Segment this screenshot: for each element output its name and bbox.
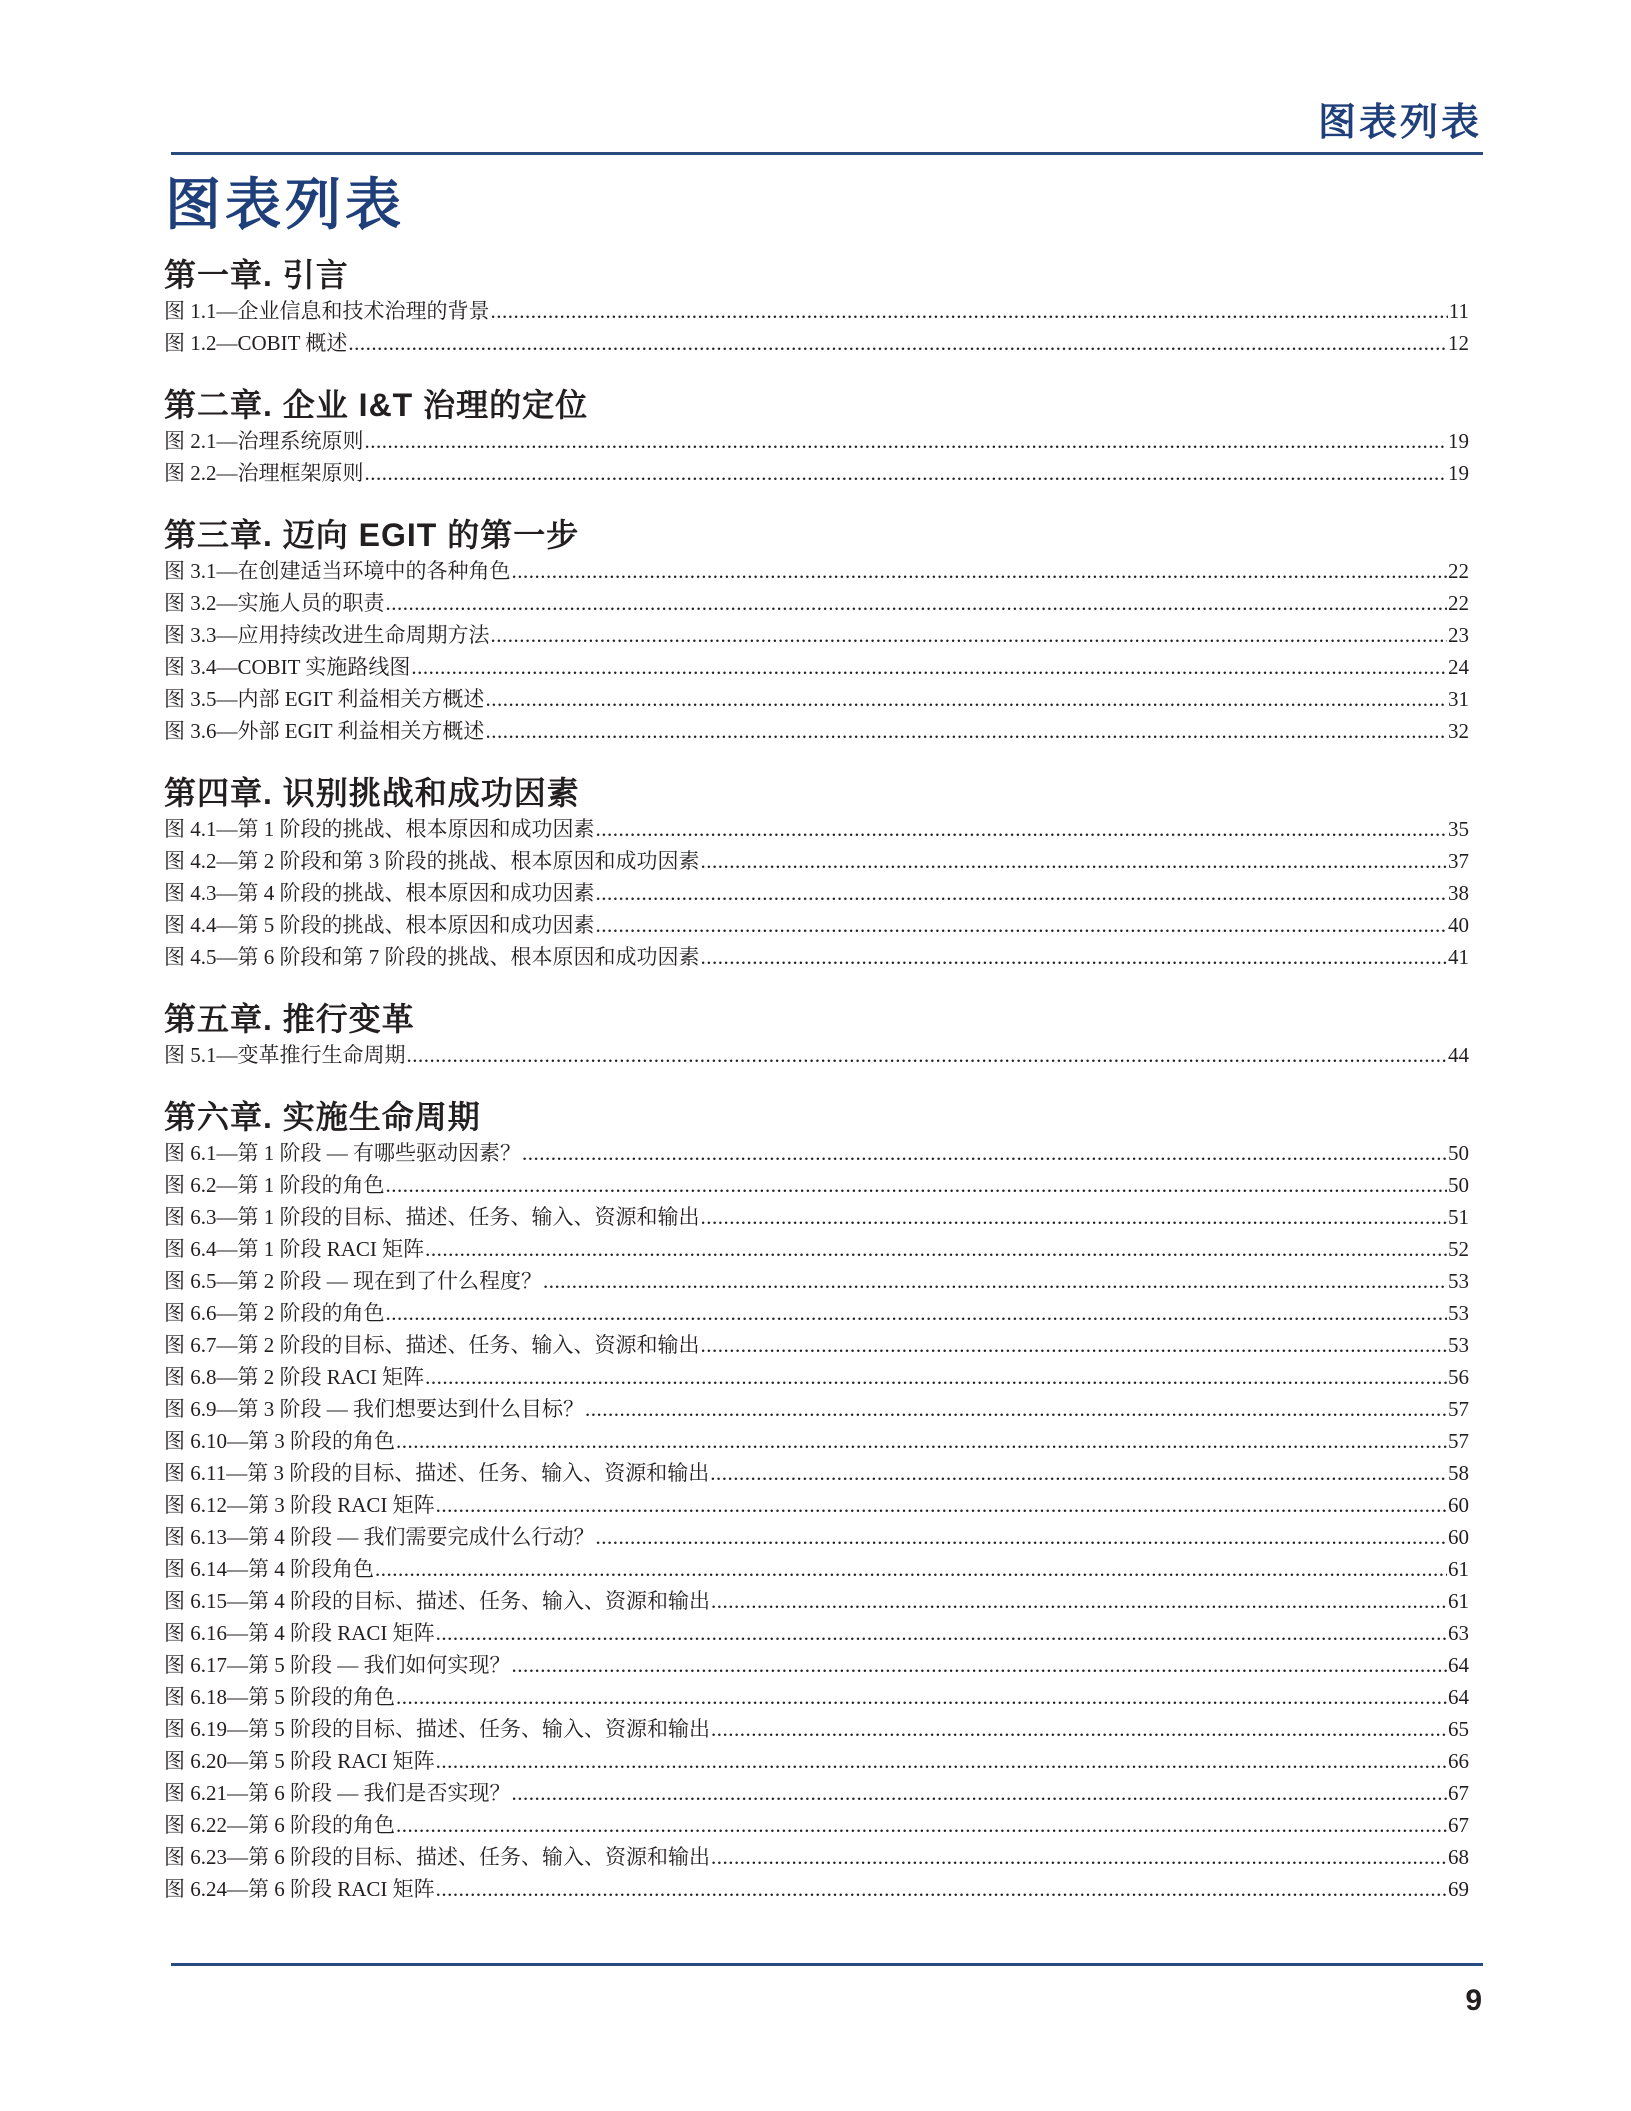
figure-title: 图 4.2—第 2 阶段和第 3 阶段的挑战、根本原因和成功因素	[164, 849, 700, 873]
figure-title: 图 6.22—第 6 阶段的角色	[164, 1813, 395, 1837]
footer-divider	[171, 1963, 1483, 1966]
dot-leader	[596, 813, 1448, 845]
toc-entry[interactable]	[164, 1201, 1469, 1233]
figure-page-number: 57	[1448, 1397, 1469, 1421]
dot-leader	[436, 1617, 1447, 1649]
toc-entry[interactable]	[164, 909, 1469, 941]
chapter-heading: 第四章. 识别挑战和成功因素	[164, 775, 580, 811]
figure-page-number: 53	[1448, 1269, 1469, 1293]
toc-entry[interactable]	[164, 813, 1469, 845]
figure-page-number: 11	[1448, 299, 1469, 323]
figure-page-number: 41	[1448, 945, 1469, 969]
figure-title: 图 6.9—第 3 阶段 — 我们想要达到什么目标？	[164, 1397, 584, 1421]
figure-title: 图 5.1—变革推行生命周期	[164, 1043, 406, 1067]
toc-entry[interactable]	[164, 941, 1469, 973]
dot-leader	[596, 1521, 1448, 1553]
toc-entry[interactable]	[164, 1265, 1469, 1297]
figure-page-number: 63	[1448, 1621, 1469, 1645]
figure-page-number: 58	[1448, 1461, 1469, 1485]
chapter-section	[164, 255, 1469, 359]
dot-leader	[512, 555, 1448, 587]
dot-leader	[386, 1169, 1448, 1201]
toc-entry[interactable]	[164, 619, 1469, 651]
toc-entry[interactable]	[164, 425, 1469, 457]
figure-title: 图 6.15—第 4 阶段的目标、描述、任务、输入、资源和输出	[164, 1589, 710, 1613]
dot-leader	[485, 715, 1447, 747]
toc-entry[interactable]	[164, 1553, 1469, 1585]
chapter-spacer	[164, 359, 1469, 385]
chapter-section	[164, 1097, 1469, 1905]
toc-entry[interactable]	[164, 1713, 1469, 1745]
figure-page-number: 44	[1448, 1043, 1469, 1067]
dot-leader	[407, 1039, 1448, 1071]
chapter-heading: 第三章. 迈向 EGIT 的第一步	[164, 517, 580, 553]
figure-title: 图 6.8—第 2 阶段 RACI 矩阵	[164, 1365, 425, 1389]
figure-page-number: 67	[1448, 1813, 1469, 1837]
dot-leader	[711, 1713, 1447, 1745]
toc-entry[interactable]	[164, 1777, 1469, 1809]
figure-title: 图 3.4—COBIT 实施路线图	[164, 655, 411, 679]
toc-entry[interactable]	[164, 1039, 1469, 1071]
chapter-spacer	[164, 1071, 1469, 1097]
toc-entry[interactable]	[164, 1361, 1469, 1393]
figure-title: 图 4.1—第 1 阶段的挑战、根本原因和成功因素	[164, 817, 595, 841]
figure-title: 图 3.5—内部 EGIT 利益相关方概述	[164, 687, 485, 711]
figure-title: 图 6.3—第 1 阶段的目标、描述、任务、输入、资源和输出	[164, 1205, 700, 1229]
chapter-heading: 第五章. 推行变革	[164, 1001, 415, 1037]
dot-leader	[386, 1297, 1448, 1329]
figure-title: 图 4.5—第 6 阶段和第 7 阶段的挑战、根本原因和成功因素	[164, 945, 700, 969]
figure-title: 图 6.6—第 2 阶段的角色	[164, 1301, 385, 1325]
toc-entry[interactable]	[164, 1137, 1469, 1169]
dot-leader	[365, 425, 1448, 457]
figure-title: 图 6.1—第 1 阶段 — 有哪些驱动因素？	[164, 1141, 521, 1165]
figure-title: 图 6.5—第 2 阶段 — 现在到了什么程度？	[164, 1269, 542, 1293]
dot-leader	[396, 1681, 1447, 1713]
toc-entry[interactable]	[164, 651, 1469, 683]
dot-leader	[701, 1201, 1448, 1233]
dot-leader	[711, 1841, 1447, 1873]
dot-leader	[485, 683, 1447, 715]
figure-page-number: 38	[1448, 881, 1469, 905]
dot-leader	[365, 457, 1448, 489]
figure-page-number: 19	[1448, 429, 1469, 453]
toc-entry[interactable]	[164, 1649, 1469, 1681]
dot-leader	[701, 845, 1448, 877]
dot-leader	[543, 1265, 1447, 1297]
figure-page-number: 67	[1448, 1781, 1469, 1805]
toc-entry[interactable]	[164, 1745, 1469, 1777]
dot-leader	[701, 1329, 1448, 1361]
dot-leader	[596, 909, 1448, 941]
page-title: 图表列表	[165, 173, 405, 236]
figure-title: 图 6.4—第 1 阶段 RACI 矩阵	[164, 1237, 425, 1261]
chapter-section	[164, 773, 1469, 973]
toc-entry[interactable]	[164, 715, 1469, 747]
toc-entry[interactable]	[164, 1809, 1469, 1841]
figure-title: 图 6.18—第 5 阶段的角色	[164, 1685, 395, 1709]
dot-leader	[436, 1873, 1447, 1905]
figure-page-number: 23	[1448, 623, 1469, 647]
page-number: 9	[1465, 1984, 1482, 2017]
figure-title: 图 3.3—应用持续改进生命周期方法	[164, 623, 490, 647]
toc-entry[interactable]	[164, 1425, 1469, 1457]
figure-title: 图 6.16—第 4 阶段 RACI 矩阵	[164, 1621, 435, 1645]
figure-page-number: 32	[1448, 719, 1469, 743]
dot-leader	[596, 877, 1448, 909]
figure-page-number: 51	[1448, 1205, 1469, 1229]
chapter-spacer	[164, 747, 1469, 773]
chapter-heading: 第六章. 实施生命周期	[164, 1099, 481, 1135]
figure-page-number: 37	[1448, 849, 1469, 873]
dot-leader	[512, 1777, 1448, 1809]
chapter-section	[164, 999, 1469, 1071]
toc-entry[interactable]	[164, 1521, 1469, 1553]
toc-entry[interactable]	[164, 1297, 1469, 1329]
toc-entry[interactable]	[164, 1841, 1469, 1873]
dot-leader	[491, 295, 1448, 327]
toc-entry[interactable]	[164, 1169, 1469, 1201]
dot-leader	[396, 1809, 1447, 1841]
dot-leader	[386, 587, 1448, 619]
chapter-spacer	[164, 489, 1469, 515]
figure-page-number: 50	[1448, 1173, 1469, 1197]
dot-leader	[411, 651, 1447, 683]
figure-page-number: 69	[1448, 1877, 1469, 1901]
figure-page-number: 66	[1448, 1749, 1469, 1773]
dot-leader	[491, 619, 1448, 651]
figure-page-number: 22	[1448, 559, 1469, 583]
figure-page-number: 65	[1448, 1717, 1469, 1741]
figure-title: 图 3.2—实施人员的职责	[164, 591, 385, 615]
toc-entry[interactable]	[164, 555, 1469, 587]
figure-title: 图 6.2—第 1 阶段的角色	[164, 1173, 385, 1197]
toc-entry[interactable]	[164, 683, 1469, 715]
figure-title: 图 6.20—第 5 阶段 RACI 矩阵	[164, 1749, 435, 1773]
chapter-section	[164, 515, 1469, 747]
dot-leader	[436, 1745, 1447, 1777]
figure-page-number: 68	[1448, 1845, 1469, 1869]
figure-page-number: 53	[1448, 1333, 1469, 1357]
dot-leader	[711, 1585, 1447, 1617]
figure-title: 图 1.2—COBIT 概述	[164, 331, 348, 355]
figure-title: 图 1.1—企业信息和技术治理的背景	[164, 299, 490, 323]
toc-entry[interactable]	[164, 1489, 1469, 1521]
figure-page-number: 56	[1448, 1365, 1469, 1389]
dot-leader	[522, 1137, 1447, 1169]
figure-title: 图 6.13—第 4 阶段 — 我们需要完成什么行动？	[164, 1525, 595, 1549]
chapter-heading: 第二章. 企业 I&T 治理的定位	[164, 387, 589, 423]
toc-entry[interactable]	[164, 1393, 1469, 1425]
figure-title: 图 6.10—第 3 阶段的角色	[164, 1429, 395, 1453]
figure-title: 图 6.24—第 6 阶段 RACI 矩阵	[164, 1877, 435, 1901]
figure-title: 图 4.3—第 4 阶段的挑战、根本原因和成功因素	[164, 881, 595, 905]
header-divider	[171, 152, 1483, 155]
figure-page-number: 61	[1448, 1589, 1469, 1613]
toc-entry[interactable]	[164, 1681, 1469, 1713]
dot-leader	[396, 1425, 1447, 1457]
chapter-heading: 第一章. 引言	[164, 257, 349, 293]
toc-entry[interactable]	[164, 587, 1469, 619]
figure-page-number: 64	[1448, 1685, 1469, 1709]
toc-entry[interactable]	[164, 1329, 1469, 1361]
figure-page-number: 57	[1448, 1429, 1469, 1453]
dot-leader	[425, 1233, 1447, 1265]
figure-title: 图 2.1—治理系统原则	[164, 429, 364, 453]
figure-title: 图 6.19—第 5 阶段的目标、描述、任务、输入、资源和输出	[164, 1717, 710, 1741]
figure-page-number: 24	[1448, 655, 1469, 679]
figure-title: 图 4.4—第 5 阶段的挑战、根本原因和成功因素	[164, 913, 595, 937]
figure-page-number: 61	[1448, 1557, 1469, 1581]
figure-title: 图 6.11—第 3 阶段的目标、描述、任务、输入、资源和输出	[164, 1461, 710, 1485]
figure-title: 图 3.1—在创建适当环境中的各种角色	[164, 559, 511, 583]
figure-page-number: 12	[1448, 331, 1469, 355]
toc-entry[interactable]	[164, 1233, 1469, 1265]
toc-entry[interactable]	[164, 1457, 1469, 1489]
figure-title: 图 6.23—第 6 阶段的目标、描述、任务、输入、资源和输出	[164, 1845, 710, 1869]
dot-leader	[436, 1489, 1447, 1521]
dot-leader	[701, 941, 1448, 973]
toc-entry[interactable]	[164, 1873, 1469, 1905]
figure-title: 图 6.12—第 3 阶段 RACI 矩阵	[164, 1493, 435, 1517]
figure-title: 图 2.2—治理框架原则	[164, 461, 364, 485]
figure-page-number: 22	[1448, 591, 1469, 615]
dot-leader	[425, 1361, 1447, 1393]
figure-page-number: 31	[1448, 687, 1469, 711]
figure-page-number: 19	[1448, 461, 1469, 485]
figure-title: 图 6.21—第 6 阶段 — 我们是否实现？	[164, 1781, 511, 1805]
dot-leader	[585, 1393, 1447, 1425]
toc-entry[interactable]	[164, 1585, 1469, 1617]
toc-entry[interactable]	[164, 457, 1469, 489]
figure-title: 图 3.6—外部 EGIT 利益相关方概述	[164, 719, 485, 743]
figure-page-number: 60	[1448, 1493, 1469, 1517]
figure-title: 图 6.14—第 4 阶段角色	[164, 1557, 374, 1581]
chapter-spacer	[164, 973, 1469, 999]
toc-entry[interactable]	[164, 1617, 1469, 1649]
list-of-figures	[164, 255, 1469, 1905]
toc-entry[interactable]	[164, 327, 1469, 359]
dot-leader	[710, 1457, 1447, 1489]
figure-page-number: 35	[1448, 817, 1469, 841]
figure-page-number: 40	[1448, 913, 1469, 937]
figure-page-number: 53	[1448, 1301, 1469, 1325]
figure-page-number: 52	[1448, 1237, 1469, 1261]
dot-leader	[348, 327, 1447, 359]
dot-leader	[375, 1553, 1447, 1585]
figure-title: 图 6.7—第 2 阶段的目标、描述、任务、输入、资源和输出	[164, 1333, 700, 1357]
dot-leader	[512, 1649, 1448, 1681]
toc-entry[interactable]	[164, 877, 1469, 909]
running-header-title: 图表列表	[1317, 102, 1482, 144]
toc-entry[interactable]	[164, 295, 1469, 327]
figure-page-number: 60	[1448, 1525, 1469, 1549]
figure-page-number: 64	[1448, 1653, 1469, 1677]
chapter-section	[164, 385, 1469, 489]
toc-entry[interactable]	[164, 845, 1469, 877]
figure-title: 图 6.17—第 5 阶段 — 我们如何实现？	[164, 1653, 511, 1677]
figure-page-number: 50	[1448, 1141, 1469, 1165]
